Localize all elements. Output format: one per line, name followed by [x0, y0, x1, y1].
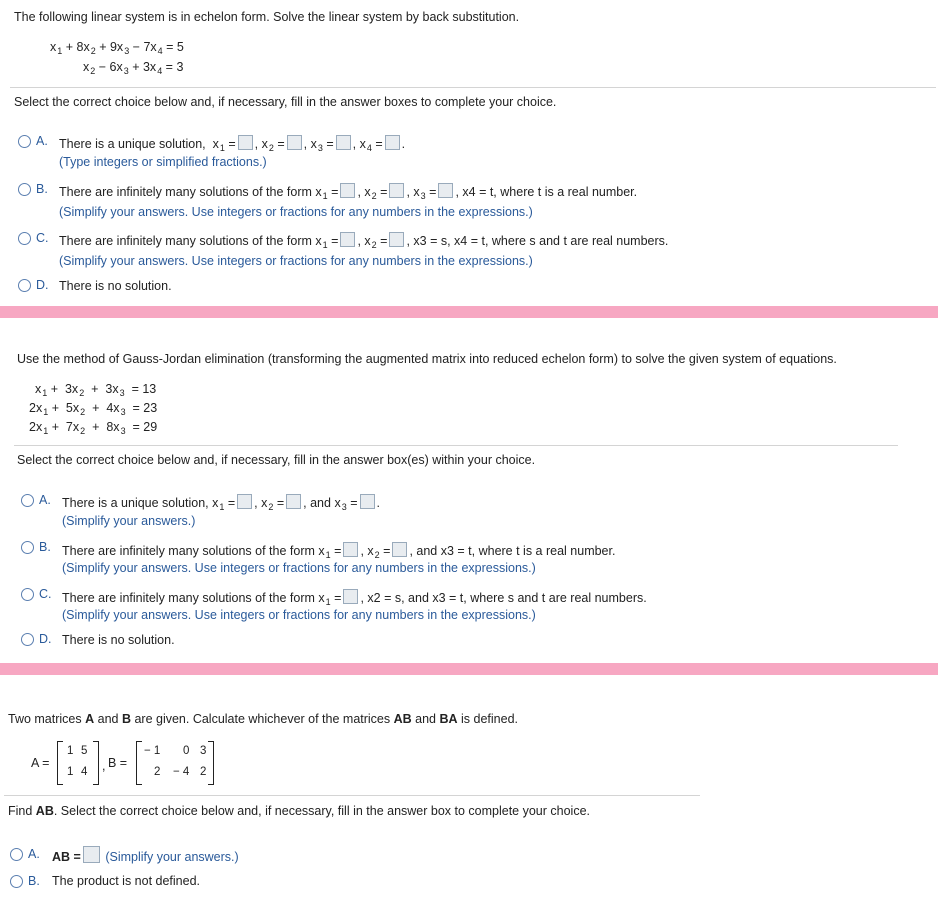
matrix-b-cell: 2 — [154, 766, 161, 778]
p1-choice-d-letter: D. — [36, 278, 49, 292]
p2-answer-x3[interactable] — [360, 494, 375, 509]
p1-choice-a-radio[interactable] — [18, 135, 31, 148]
p1-b-answer-x1[interactable] — [340, 183, 355, 198]
matrix-a-cell: 5 — [81, 745, 88, 757]
p2-choice-c-radio[interactable] — [21, 588, 34, 601]
p1-b-answer-x3[interactable] — [438, 183, 453, 198]
p3-choice-a-radio[interactable] — [10, 848, 23, 861]
p3-instruction: Find AB. Select the correct choice below and, if necessary, fill in the answer box to complete your choice. — [8, 804, 591, 818]
p2-c-answer-x1[interactable] — [343, 589, 358, 604]
matrix-b-right-bracket — [208, 741, 214, 785]
matrix-b-cell: − 4 — [173, 766, 190, 778]
p2-equation-2: $2x_1 + 5x_2 + 4x_3 = 23$ — [29, 401, 158, 417]
p1-choice-c-hint: (Simplify your answers. Use integers or fractions for any numbers in the expressions.) — [59, 254, 533, 268]
p2-question: Use the method of Gauss-Jordan elimination (transforming the augmented matrix into reduced echelon form) to solve the given system of equations. — [17, 352, 837, 366]
divider — [14, 445, 898, 446]
p2-answer-x2[interactable] — [286, 494, 301, 509]
p2-choice-c-line: There are infinitely many solutions of the form $x_1$ = , x2 = s, and x3 = t, where s and t are real numbers. — [62, 591, 647, 607]
p2-choice-d-letter: D. — [39, 632, 52, 646]
p2-choice-a-letter: A. — [39, 493, 51, 507]
p1-choice-b-hint: (Simplify your answers. Use integers or fractions for any numbers in the expressions.) — [59, 205, 533, 219]
p1-answer-x3[interactable] — [336, 135, 351, 150]
p1-choice-b-letter: B. — [36, 182, 48, 196]
p2-equation-3: $2x_1 + 7x_2 + 8x_3 = 29$ — [29, 420, 158, 436]
p1-c-answer-x2[interactable] — [389, 232, 404, 247]
p2-answer-x1[interactable] — [237, 494, 252, 509]
matrix-a-cell: 1 — [67, 766, 74, 778]
p1-answer-x2[interactable] — [287, 135, 302, 150]
p1-choice-a-hint: (Type integers or simplified fractions.) — [59, 155, 267, 169]
p1-equation-1: $x_1 + 8x_2 + 9x_3 - 7x_4 = 5$ — [50, 40, 184, 56]
p2-choice-b-hint: (Simplify your answers. Use integers or fractions for any numbers in the expressions.) — [62, 561, 536, 575]
matrix-a-cell: 4 — [81, 766, 88, 778]
matrix-a-right-bracket — [93, 741, 99, 785]
p1-choice-b-line: There are infinitely many solutions of the form $x_1$ = , $x_2$ = , $x_3$ = , x4 = t, where t is a real number. — [59, 185, 638, 201]
p2-instruction: Select the correct choice below and, if necessary, fill in the answer box(es) within your choice. — [17, 453, 536, 467]
p2-choice-b-radio[interactable] — [21, 541, 34, 554]
p1-choice-d-radio[interactable] — [18, 279, 31, 292]
p2-choice-a-line: There is a unique solution, $x_1$ = , $x_2$ = , and $x_3$ = . — [62, 496, 380, 512]
p1-instruction: Select the correct choice below and, if necessary, fill in the answer boxes to complete your choice. — [14, 95, 557, 109]
p1-choice-b-radio[interactable] — [18, 183, 31, 196]
p1-choice-d-text: There is no solution. — [59, 279, 172, 293]
p2-choice-a-hint: (Simplify your answers.) — [62, 514, 196, 528]
p1-choice-a-letter: A. — [36, 134, 48, 148]
section-separator — [0, 306, 938, 318]
p1-c-answer-x1[interactable] — [340, 232, 355, 247]
matrix-b-cell: − 1 — [144, 745, 161, 757]
p3-question: Two matrices A and B are given. Calculate whichever of the matrices AB and BA is defined. — [8, 712, 519, 726]
p2-choice-d-text: There is no solution. — [62, 633, 175, 647]
p3-choice-b-radio[interactable] — [10, 875, 23, 888]
p3-choice-a-letter: A. — [28, 847, 40, 861]
matrix-b-cell: 3 — [200, 745, 207, 757]
matrix-a-label: A = — [31, 756, 50, 770]
p2-choice-a-radio[interactable] — [21, 494, 34, 507]
p2-choice-c-letter: C. — [39, 587, 52, 601]
p2-choice-d-radio[interactable] — [21, 633, 34, 646]
p1-choice-a-line: There is a unique solution, $x_1$ = , $x_2$ = , $x_3$ = , $x_4$ = . — [59, 137, 406, 153]
p1-choice-c-radio[interactable] — [18, 232, 31, 245]
p1-answer-x4[interactable] — [385, 135, 400, 150]
p1-question: The following linear system is in echelon form. Solve the linear system by back substitution. — [14, 10, 520, 24]
p3-choice-a-line: AB = (Simplify your answers.) — [52, 846, 239, 864]
p1-b-answer-x2[interactable] — [389, 183, 404, 198]
divider — [4, 795, 700, 796]
divider — [10, 87, 936, 88]
p1-answer-x1[interactable] — [238, 135, 253, 150]
p2-choice-c-hint: (Simplify your answers. Use integers or fractions for any numbers in the expressions.) — [62, 608, 536, 622]
p3-answer-ab[interactable] — [83, 846, 100, 863]
matrix-a-cell: 1 — [67, 745, 74, 757]
section-separator — [0, 663, 938, 675]
matrix-b-cell: 2 — [200, 766, 207, 778]
p2-b-answer-x1[interactable] — [343, 542, 358, 557]
p2-choice-b-letter: B. — [39, 540, 51, 554]
p3-choice-b-text: The product is not defined. — [52, 874, 201, 888]
matrix-b-left-bracket — [136, 741, 142, 785]
p2-equation-1: $x_1 + 3x_2 + 3x_3 = 13$ — [35, 382, 157, 398]
p1-choice-c-letter: C. — [36, 231, 49, 245]
p2-choice-b-line: There are infinitely many solutions of the form $x_1$ = , $x_2$ = , and x3 = t, where t is a real number. — [62, 544, 616, 560]
matrix-a-left-bracket — [57, 741, 63, 785]
p2-b-answer-x2[interactable] — [392, 542, 407, 557]
comma: , — [102, 759, 106, 773]
matrix-b-cell: 0 — [183, 745, 190, 757]
matrix-b-label: B = — [108, 756, 128, 770]
p1-choice-c-line: There are infinitely many solutions of the form $x_1$ = , $x_2$ = , x3 = s, x4 = t, where s and t are real numbers. — [59, 234, 669, 250]
p3-choice-b-letter: B. — [28, 874, 40, 888]
p1-equation-2: $x_2 - 6x_3 + 3x_4 = 3$ — [83, 60, 184, 76]
